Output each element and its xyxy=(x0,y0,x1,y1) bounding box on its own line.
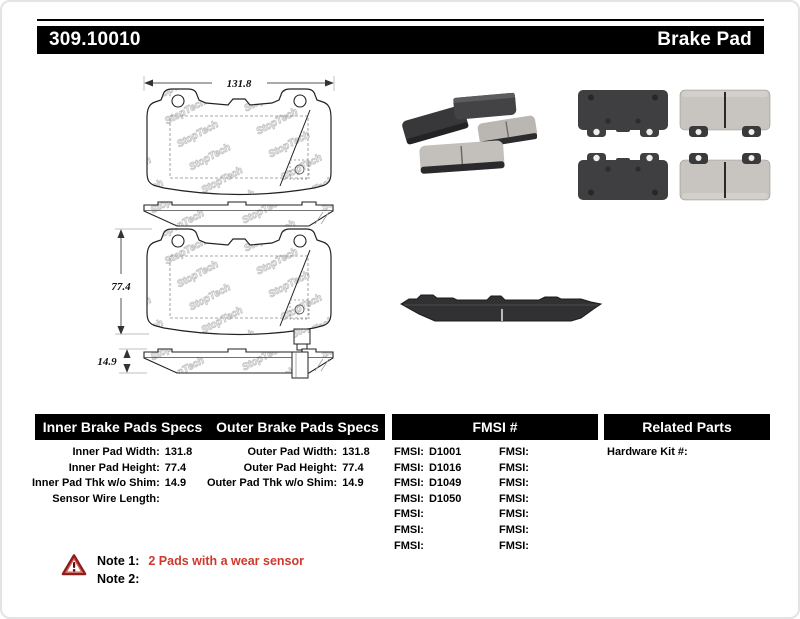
fmsi-value xyxy=(429,507,473,523)
dimension-width-label: 131.8 xyxy=(226,78,252,90)
related-part-value xyxy=(693,445,737,461)
fmsi-label: FMSI: xyxy=(499,539,529,552)
note-2-label: Note 2: xyxy=(97,572,140,586)
spec-value: 77.4 xyxy=(164,461,187,474)
outer-specs-column xyxy=(207,445,376,492)
spec-value: 77.4 xyxy=(342,461,364,474)
photo-pads-grid xyxy=(576,88,772,204)
dimension-thickness xyxy=(119,349,147,373)
part-number: 309.10010 xyxy=(49,29,141,50)
table-header-related-parts: Related Parts xyxy=(604,414,770,440)
fmsi-label: FMSI: xyxy=(394,508,424,521)
top-rule xyxy=(37,19,764,21)
pad-front-view-1 xyxy=(147,89,331,195)
fmsi-label: FMSI: xyxy=(394,492,424,505)
fmsi-label: FMSI: xyxy=(499,446,529,458)
note-1 xyxy=(97,554,304,568)
note-1-label: Note 1: xyxy=(97,554,140,568)
related-parts-column xyxy=(607,445,737,461)
spec-label: Inner Pad Width: xyxy=(72,446,160,458)
fmsi-column-2 xyxy=(499,445,578,554)
fmsi-value xyxy=(429,539,473,555)
fmsi-label: FMSI: xyxy=(394,539,424,552)
fmsi-value xyxy=(534,507,578,523)
spec-label: Sensor Wire Length: xyxy=(52,492,160,505)
fmsi-value xyxy=(534,523,578,539)
fmsi-value xyxy=(534,539,578,555)
fmsi-value: D1050 xyxy=(428,492,462,505)
table-header-fmsi: FMSI # xyxy=(392,414,598,440)
pad-photo-back-mid xyxy=(453,93,517,120)
related-part-label: Hardware Kit #: xyxy=(607,446,688,458)
pad-photo-front xyxy=(419,140,505,174)
spec-value: 14.9 xyxy=(164,477,187,490)
spec-value: 14.9 xyxy=(342,477,364,490)
fmsi-value: D1001 xyxy=(428,446,462,458)
spec-value: 131.8 xyxy=(164,446,193,458)
spec-label: Inner Pad Thk w/o Shim: xyxy=(32,477,160,490)
fmsi-value xyxy=(534,445,578,461)
fmsi-label: FMSI: xyxy=(499,461,529,474)
fmsi-label: FMSI: xyxy=(499,523,529,536)
dimension-thickness-label: 14.9 xyxy=(97,356,117,368)
spec-label: Outer Pad Width: xyxy=(247,446,338,458)
fmsi-value: D1016 xyxy=(428,461,462,474)
warning-triangle-icon xyxy=(61,553,87,577)
pad-friction-bottom xyxy=(680,153,770,200)
note-1-text: 2 Pads with a wear sensor xyxy=(148,554,304,568)
fmsi-column-1 xyxy=(394,445,473,554)
dimension-height-label: 77.4 xyxy=(111,281,131,293)
spec-value: 131.8 xyxy=(342,446,370,458)
technical-drawing xyxy=(57,62,377,392)
pad-friction-top xyxy=(680,90,770,137)
spec-label: Inner Pad Height: xyxy=(68,461,160,474)
fmsi-value xyxy=(429,523,473,539)
wear-sensor-tab xyxy=(294,329,310,350)
pad-backing-top xyxy=(578,90,668,137)
table-header-outer-specs: Outer Brake Pads Specs xyxy=(216,419,379,435)
fmsi-value: D1049 xyxy=(428,477,462,490)
fmsi-value xyxy=(534,476,578,492)
fmsi-label: FMSI: xyxy=(394,523,424,536)
spec-value xyxy=(165,492,199,508)
fmsi-label: FMSI: xyxy=(394,446,424,458)
fmsi-label: FMSI: xyxy=(499,492,529,505)
spec-label: Outer Pad Height: xyxy=(243,461,338,474)
fmsi-label: FMSI: xyxy=(499,477,529,490)
fmsi-value xyxy=(534,461,578,477)
photo-pads-perspective xyxy=(395,86,537,192)
table-header-pad-specs xyxy=(35,414,385,440)
inner-specs-column xyxy=(32,445,199,507)
fmsi-label: FMSI: xyxy=(394,477,424,490)
product-type-label: Brake Pad xyxy=(657,29,752,50)
note-2 xyxy=(97,572,148,586)
spec-label: Outer Pad Thk w/o Shim: xyxy=(207,477,338,490)
pad-front-view-2 xyxy=(147,229,331,335)
title-bar xyxy=(37,26,764,54)
photo-pad-edge-view xyxy=(395,286,610,332)
pad-backing-bottom xyxy=(578,153,668,200)
table-header-inner-specs: Inner Brake Pads Specs xyxy=(42,419,203,435)
fmsi-label: FMSI: xyxy=(499,508,529,521)
wear-sensor-tab-profile xyxy=(292,352,308,378)
pad-side-profile-1 xyxy=(144,202,333,226)
fmsi-value xyxy=(534,492,578,508)
fmsi-label: FMSI: xyxy=(394,461,424,474)
